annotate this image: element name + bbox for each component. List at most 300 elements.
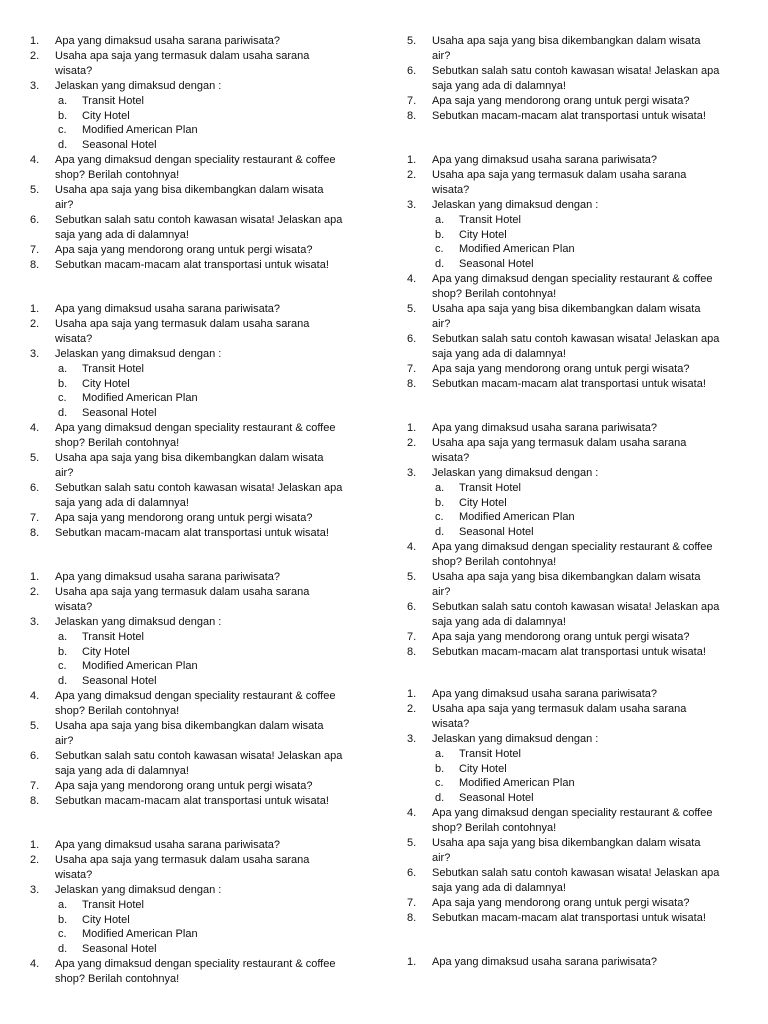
item-text: Sebutkan salah satu contoh kawasan wisata! Jelaskan apa <box>432 64 720 77</box>
question-2 <box>0 585 384 600</box>
item-text: Modified American Plan <box>459 777 575 790</box>
item-number: d. <box>58 675 68 688</box>
question-8 <box>384 377 768 392</box>
question-5-cont <box>384 317 768 332</box>
item-number: 1. <box>407 154 417 166</box>
item-number: 8. <box>407 377 417 390</box>
question-2 <box>384 702 768 717</box>
item-number: 7. <box>30 779 40 792</box>
item-text: shop? Berilah contohnya! <box>432 556 557 569</box>
item-text: Apa yang dimaksud usaha sarana pariwisata? <box>432 956 658 968</box>
question-7 <box>384 94 768 109</box>
item-text: saja yang ada di dalamnya! <box>432 347 566 360</box>
item-number: c. <box>435 511 444 524</box>
item-text: Apa yang dimaksud usaha sarana pariwisata? <box>432 422 658 434</box>
item-text: Usaha apa saja yang termasuk dalam usaha sarana <box>55 49 310 62</box>
item-text: wisata? <box>432 451 470 464</box>
question-3 <box>0 79 384 94</box>
question-2-cont <box>384 717 768 732</box>
item-number: 3. <box>30 615 40 628</box>
question-3-option <box>384 481 768 496</box>
item-text: Apa yang dimaksud dengan speciality restaurant & coffee <box>55 690 336 703</box>
question-6 <box>384 866 768 881</box>
question-8 <box>384 109 768 124</box>
item-number: 6. <box>30 749 40 762</box>
question-3 <box>384 198 768 213</box>
item-number: 4. <box>407 807 417 820</box>
item-text: air? <box>55 198 74 211</box>
item-number: 1. <box>30 839 40 851</box>
item-number: 1. <box>407 422 417 434</box>
item-number: 1. <box>407 956 417 968</box>
item-number: 7. <box>30 243 40 256</box>
item-text: City Hotel <box>82 377 130 390</box>
item-number: b. <box>435 228 445 241</box>
item-text: Sebutkan salah satu contoh kawasan wisata! Jelaskan apa <box>55 481 343 494</box>
item-number: 5. <box>407 571 417 583</box>
question-2 <box>0 317 384 332</box>
question-1 <box>384 687 768 702</box>
item-text: Modified American Plan <box>459 243 575 256</box>
item-number: c. <box>58 392 67 405</box>
item-text: Sebutkan macam-macam alat transportasi untuk wisata! <box>432 377 706 390</box>
item-number: 3. <box>407 198 417 211</box>
item-text: Apa yang dimaksud dengan speciality restaurant & coffee <box>55 154 336 167</box>
question-3-option <box>384 776 768 791</box>
item-text: saja yang ada di dalamnya! <box>432 881 566 894</box>
item-number: 5. <box>30 720 40 732</box>
question-6-cont <box>384 881 768 896</box>
item-text: Transit Hotel <box>459 481 521 494</box>
item-text: Apa saja yang mendorong orang untuk pergi wisata? <box>432 362 690 375</box>
item-number: 1. <box>30 303 40 315</box>
item-text: City Hotel <box>82 913 130 926</box>
question-3-option <box>0 913 384 928</box>
item-text: saja yang ada di dalamnya! <box>432 79 566 92</box>
item-text: Transit Hotel <box>82 94 144 107</box>
question-4-cont <box>384 287 768 302</box>
item-number: 7. <box>407 362 417 375</box>
question-6-cont <box>0 496 384 511</box>
item-number: b. <box>58 645 68 658</box>
question-6 <box>0 213 384 228</box>
item-number: a. <box>58 898 68 911</box>
item-number: 5. <box>407 35 417 47</box>
item-number: 3. <box>30 347 40 360</box>
item-text: wisata? <box>432 183 470 196</box>
question-5-cont <box>0 466 384 481</box>
question-4-cont <box>0 436 384 451</box>
item-number: 3. <box>30 79 40 92</box>
item-text: saja yang ada di dalamnya! <box>55 228 189 241</box>
item-number: 6. <box>30 481 40 494</box>
item-text: Apa saja yang mendorong orang untuk pergi wisata? <box>55 779 313 792</box>
item-number: 4. <box>407 541 417 554</box>
item-text: Sebutkan macam-macam alat transportasi untuk wisata! <box>432 911 706 924</box>
item-text: Transit Hotel <box>459 213 521 226</box>
item-number: a. <box>435 213 445 226</box>
question-4 <box>384 272 768 287</box>
item-text: Usaha apa saja yang termasuk dalam usaha sarana <box>55 317 310 330</box>
item-number: 2. <box>407 168 417 181</box>
item-text: Usaha apa saja yang bisa dikembangkan dalam wisata <box>432 35 701 47</box>
item-text: wisata? <box>55 332 93 345</box>
question-3-option <box>0 674 384 689</box>
item-number: 6. <box>407 600 417 613</box>
item-text: Modified American Plan <box>82 392 198 405</box>
item-number: 6. <box>407 866 417 879</box>
item-number: 4. <box>30 690 40 703</box>
item-text: Modified American Plan <box>82 928 198 941</box>
item-text: Apa saja yang mendorong orang untuk pergi wisata? <box>55 511 313 524</box>
question-4-cont <box>384 821 768 836</box>
question-2-cont <box>0 64 384 79</box>
item-number: 5. <box>30 184 40 196</box>
question-5 <box>0 719 384 734</box>
item-text: Jelaskan yang dimaksud dengan : <box>55 79 222 92</box>
item-number: d. <box>58 943 68 956</box>
question-6 <box>0 749 384 764</box>
item-number: 8. <box>30 258 40 271</box>
item-number: 2. <box>30 49 40 62</box>
item-text: Apa yang dimaksud usaha sarana pariwisata? <box>55 839 281 851</box>
item-number: a. <box>435 747 445 760</box>
item-number: 4. <box>30 154 40 167</box>
question-3-option <box>384 762 768 777</box>
question-7 <box>384 630 768 645</box>
question-3-option <box>0 406 384 421</box>
question-6 <box>384 332 768 347</box>
question-4 <box>0 689 384 704</box>
item-text: air? <box>55 734 74 747</box>
item-text: Sebutkan salah satu contoh kawasan wisata! Jelaskan apa <box>55 749 343 762</box>
item-number: b. <box>435 762 445 775</box>
item-text: Seasonal Hotel <box>459 526 534 539</box>
item-number: b. <box>58 109 68 122</box>
item-number: 8. <box>407 645 417 658</box>
item-text: Sebutkan salah satu contoh kawasan wisata! Jelaskan apa <box>432 866 720 879</box>
item-number: 2. <box>407 702 417 715</box>
question-6-cont <box>0 764 384 779</box>
question-8 <box>0 794 384 809</box>
question-7 <box>0 779 384 794</box>
item-text: Modified American Plan <box>82 660 198 673</box>
item-number: 1. <box>30 571 40 583</box>
question-4 <box>384 806 768 821</box>
question-7 <box>384 896 768 911</box>
item-text: Sebutkan macam-macam alat transportasi untuk wisata! <box>432 109 706 122</box>
item-text: Apa yang dimaksud dengan speciality restaurant & coffee <box>432 273 713 286</box>
item-text: Apa yang dimaksud dengan speciality restaurant & coffee <box>432 541 713 554</box>
item-number: 1. <box>30 35 40 47</box>
item-text: Sebutkan salah satu contoh kawasan wisata! Jelaskan apa <box>55 213 343 226</box>
item-text: Jelaskan yang dimaksud dengan : <box>55 615 222 628</box>
item-text: City Hotel <box>82 645 130 658</box>
question-5 <box>384 570 768 585</box>
item-text: Usaha apa saja yang bisa dikembangkan dalam wisata <box>432 571 701 583</box>
item-text: wisata? <box>55 64 93 77</box>
question-6 <box>384 600 768 615</box>
question-5 <box>384 836 768 851</box>
item-number: a. <box>58 94 68 107</box>
item-number: c. <box>435 777 444 790</box>
question-3-option <box>384 747 768 762</box>
item-text: air? <box>432 585 451 598</box>
item-number: 6. <box>407 64 417 77</box>
question-8 <box>384 645 768 660</box>
item-text: Sebutkan macam-macam alat transportasi untuk wisata! <box>432 645 706 658</box>
question-3-option <box>384 791 768 806</box>
item-text: Jelaskan yang dimaksud dengan : <box>432 732 599 745</box>
question-4-cont <box>0 168 384 183</box>
item-text: Apa saja yang mendorong orang untuk pergi wisata? <box>55 243 313 256</box>
item-text: wisata? <box>55 868 93 881</box>
question-1 <box>384 421 768 436</box>
item-text: wisata? <box>55 600 93 613</box>
question-4 <box>0 421 384 436</box>
item-number: b. <box>58 377 68 390</box>
question-1 <box>0 302 384 317</box>
item-number: d. <box>58 407 68 420</box>
item-text: shop? Berilah contohnya! <box>55 973 180 986</box>
question-6 <box>0 481 384 496</box>
item-number: 6. <box>30 213 40 226</box>
item-text: Sebutkan salah satu contoh kawasan wisata! Jelaskan apa <box>432 332 720 345</box>
item-number: 5. <box>407 303 417 315</box>
item-text: air? <box>432 317 451 330</box>
item-text: Usaha apa saja yang termasuk dalam usaha sarana <box>432 702 687 715</box>
question-6-cont <box>384 79 768 94</box>
question-5-cont <box>384 49 768 64</box>
question-2 <box>384 168 768 183</box>
question-3-option <box>0 942 384 957</box>
question-4 <box>0 153 384 168</box>
item-text: shop? Berilah contohnya! <box>55 705 180 718</box>
item-text: Usaha apa saja yang termasuk dalam usaha sarana <box>55 853 310 866</box>
item-text: City Hotel <box>459 228 507 241</box>
item-text: Transit Hotel <box>459 747 521 760</box>
item-number: 2. <box>30 317 40 330</box>
question-5-cont <box>384 585 768 600</box>
item-text: air? <box>55 466 74 479</box>
item-text: Modified American Plan <box>82 124 198 137</box>
item-text: Apa yang dimaksud usaha sarana pariwisata? <box>432 154 658 166</box>
item-text: Seasonal Hotel <box>82 139 157 152</box>
question-4-cont <box>0 972 384 987</box>
item-text: City Hotel <box>82 109 130 122</box>
item-number: 7. <box>407 896 417 909</box>
item-text: air? <box>432 851 451 864</box>
question-3-option <box>0 377 384 392</box>
item-number: 3. <box>407 466 417 479</box>
item-number: 2. <box>30 853 40 866</box>
item-text: Usaha apa saja yang termasuk dalam usaha sarana <box>55 585 310 598</box>
item-text: Apa yang dimaksud usaha sarana pariwisata? <box>55 35 281 47</box>
item-text: wisata? <box>432 717 470 730</box>
item-text: Sebutkan macam-macam alat transportasi untuk wisata! <box>55 526 329 539</box>
question-5-cont <box>0 198 384 213</box>
question-3-option <box>0 391 384 406</box>
question-3-option <box>384 510 768 525</box>
item-text: shop? Berilah contohnya! <box>55 169 180 182</box>
question-4 <box>0 957 384 972</box>
item-number: 7. <box>30 511 40 524</box>
item-number: 5. <box>30 452 40 464</box>
question-5 <box>0 451 384 466</box>
item-number: d. <box>435 792 445 805</box>
item-text: Usaha apa saja yang bisa dikembangkan dalam wisata <box>55 184 324 196</box>
item-number: b. <box>58 913 68 926</box>
item-text: Apa saja yang mendorong orang untuk pergi wisata? <box>432 94 690 107</box>
question-2-cont <box>384 183 768 198</box>
question-3-option <box>384 496 768 511</box>
question-2-cont <box>0 868 384 883</box>
item-text: Jelaskan yang dimaksud dengan : <box>432 466 599 479</box>
question-4-cont <box>384 555 768 570</box>
question-3-option <box>384 242 768 257</box>
question-3-option <box>384 213 768 228</box>
item-text: Apa yang dimaksud dengan speciality restaurant & coffee <box>432 807 713 820</box>
question-6 <box>384 64 768 79</box>
question-3-option <box>0 630 384 645</box>
item-text: City Hotel <box>459 762 507 775</box>
question-4-cont <box>0 704 384 719</box>
question-5-cont <box>384 851 768 866</box>
item-text: Usaha apa saja yang bisa dikembangkan dalam wisata <box>432 837 701 849</box>
item-text: Seasonal Hotel <box>82 943 157 956</box>
question-1 <box>384 153 768 168</box>
item-text: shop? Berilah contohnya! <box>432 288 557 301</box>
item-number: 3. <box>407 732 417 745</box>
question-5 <box>384 34 768 49</box>
item-number: 7. <box>407 630 417 643</box>
question-5-cont <box>0 734 384 749</box>
question-3-option <box>0 123 384 138</box>
item-number: 2. <box>407 436 417 449</box>
item-number: 8. <box>407 109 417 122</box>
question-8 <box>0 526 384 541</box>
item-text: shop? Berilah contohnya! <box>55 437 180 450</box>
item-number: 4. <box>30 422 40 435</box>
item-number: 8. <box>407 911 417 924</box>
question-2-cont <box>0 332 384 347</box>
question-7 <box>384 362 768 377</box>
item-number: 4. <box>30 958 40 971</box>
item-text: Jelaskan yang dimaksud dengan : <box>432 198 599 211</box>
item-number: d. <box>435 258 445 271</box>
question-2 <box>0 853 384 868</box>
question-2 <box>0 49 384 64</box>
item-text: Sebutkan salah satu contoh kawasan wisata! Jelaskan apa <box>432 600 720 613</box>
item-text: Usaha apa saja yang bisa dikembangkan dalam wisata <box>55 720 324 732</box>
question-5 <box>0 183 384 198</box>
item-number: 7. <box>407 94 417 107</box>
item-number: 3. <box>30 883 40 896</box>
question-3 <box>0 615 384 630</box>
item-text: Sebutkan macam-macam alat transportasi untuk wisata! <box>55 258 329 271</box>
item-text: Apa yang dimaksud dengan speciality restaurant & coffee <box>55 958 336 971</box>
item-text: Jelaskan yang dimaksud dengan : <box>55 347 222 360</box>
item-number: a. <box>435 481 445 494</box>
question-6-cont <box>384 615 768 630</box>
question-7 <box>0 243 384 258</box>
question-3-option <box>0 659 384 674</box>
question-3 <box>384 732 768 747</box>
question-7 <box>0 511 384 526</box>
item-text: Jelaskan yang dimaksud dengan : <box>55 883 222 896</box>
item-number: d. <box>435 526 445 539</box>
item-text: Apa saja yang mendorong orang untuk pergi wisata? <box>432 630 690 643</box>
item-number: d. <box>58 139 68 152</box>
question-3-option <box>0 94 384 109</box>
item-text: City Hotel <box>459 496 507 509</box>
item-text: Seasonal Hotel <box>459 792 534 805</box>
item-text: Transit Hotel <box>82 362 144 375</box>
item-text: Apa saja yang mendorong orang untuk pergi wisata? <box>432 896 690 909</box>
question-3-option <box>0 362 384 377</box>
question-8 <box>384 911 768 926</box>
item-number: 1. <box>407 688 417 700</box>
question-3 <box>0 883 384 898</box>
item-text: Sebutkan macam-macam alat transportasi untuk wisata! <box>55 794 329 807</box>
question-3-option <box>384 228 768 243</box>
item-number: 2. <box>30 585 40 598</box>
item-number: 8. <box>30 526 40 539</box>
item-number: c. <box>58 124 67 137</box>
item-text: Seasonal Hotel <box>82 675 157 688</box>
item-number: a. <box>58 362 68 375</box>
item-number: c. <box>58 928 67 941</box>
question-4 <box>384 540 768 555</box>
question-3-option <box>384 525 768 540</box>
item-text: saja yang ada di dalamnya! <box>432 615 566 628</box>
question-3-option <box>0 109 384 124</box>
item-number: c. <box>58 660 67 673</box>
item-number: 8. <box>30 794 40 807</box>
question-2-cont <box>0 600 384 615</box>
item-text: Transit Hotel <box>82 630 144 643</box>
question-3-option <box>0 927 384 942</box>
item-number: 4. <box>407 273 417 286</box>
question-1 <box>0 34 384 49</box>
question-6-cont <box>0 228 384 243</box>
question-3-option <box>0 138 384 153</box>
item-text: Apa yang dimaksud usaha sarana pariwisata? <box>55 571 281 583</box>
item-text: Apa yang dimaksud usaha sarana pariwisata? <box>432 688 658 700</box>
question-1 <box>0 838 384 853</box>
question-8 <box>0 258 384 273</box>
question-3 <box>384 466 768 481</box>
question-2 <box>384 436 768 451</box>
item-text: Usaha apa saja yang bisa dikembangkan dalam wisata <box>432 303 701 315</box>
item-number: a. <box>58 630 68 643</box>
item-text: Usaha apa saja yang bisa dikembangkan dalam wisata <box>55 452 324 464</box>
item-text: Seasonal Hotel <box>82 407 157 420</box>
item-text: Modified American Plan <box>459 511 575 524</box>
item-text: Seasonal Hotel <box>459 258 534 271</box>
question-6-cont <box>384 347 768 362</box>
item-text: air? <box>432 49 451 62</box>
question-3-option <box>0 645 384 660</box>
item-text: shop? Berilah contohnya! <box>432 822 557 835</box>
item-number: b. <box>435 496 445 509</box>
item-number: 5. <box>407 837 417 849</box>
item-text: saja yang ada di dalamnya! <box>55 496 189 509</box>
item-text: Apa yang dimaksud usaha sarana pariwisata? <box>55 303 281 315</box>
item-text: Apa yang dimaksud dengan speciality restaurant & coffee <box>55 422 336 435</box>
item-number: c. <box>435 243 444 256</box>
question-5 <box>384 302 768 317</box>
